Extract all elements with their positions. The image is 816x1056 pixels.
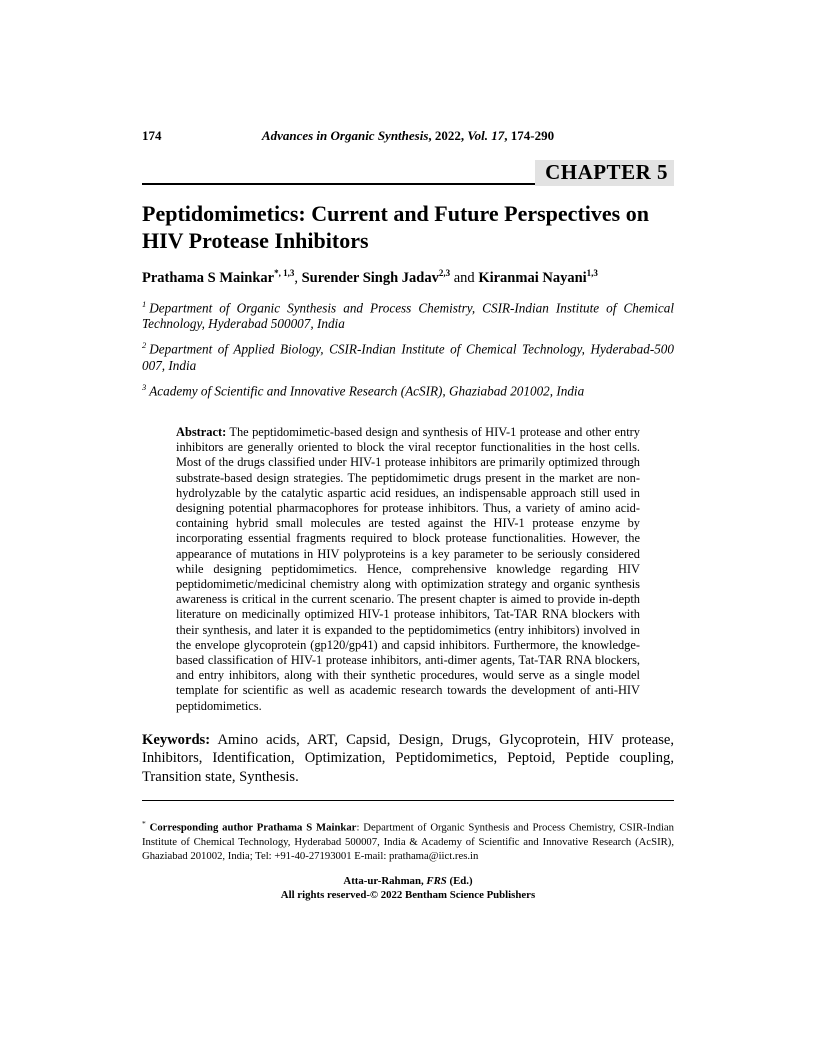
abstract	[176, 425, 640, 714]
affiliation-marker: 1	[142, 298, 147, 309]
affiliations	[142, 296, 674, 399]
abstract-label: Abstract:	[176, 425, 227, 439]
affiliation-text: Academy of Scientific and Innovative Research (AcSIR), Ghaziabad 201002, India	[149, 383, 585, 398]
keywords	[142, 731, 674, 786]
footnote-text: : Department of Organic Synthesis and Process Chemistry, CSIR-Indian Institute of Chemical Technology, Hyderabad 500007, India & Academy of Scientific and Innovative Research (AcSIR), Ghaziabad 201002, India; Tel: +91-40-27193001 E-mail: prathama@iict.res.in	[142, 821, 674, 862]
corresponding-author-footnote	[142, 817, 674, 863]
imprint	[142, 874, 674, 902]
affiliation-2	[142, 337, 674, 373]
page-number: 174	[142, 128, 162, 143]
editor-name: Atta-ur-Rahman,	[343, 874, 427, 887]
author-name: Prathama S Mainkar	[142, 269, 275, 286]
chapter-banner	[142, 157, 674, 185]
affiliation-1	[142, 296, 674, 332]
affiliation-marker: 3	[142, 381, 147, 392]
editor-frs: FRS	[426, 874, 447, 887]
footnote-marker: *	[142, 818, 146, 828]
chapter-label: CHAPTER 5	[535, 160, 674, 186]
footnote-divider	[142, 800, 674, 863]
editor-suffix: (Ed.)	[446, 874, 473, 887]
journal-year: , 2022,	[428, 128, 468, 143]
affiliation-marker: 2	[142, 340, 147, 351]
page-content	[142, 128, 674, 902]
author-affil-marker: *, 1,3	[274, 268, 295, 278]
author-separator: and	[450, 269, 479, 286]
footnote-bold: Corresponding author Prathama S Mainkar	[149, 821, 357, 834]
rights-line: All rights reserved-© 2022 Bentham Science Publishers	[280, 888, 536, 901]
running-head-title	[262, 128, 554, 143]
author-separator: ,	[294, 269, 302, 286]
keywords-text: Amino acids, ART, Capsid, Design, Drugs, Glycoprotein, HIV protease, Inhibitors, Identification, Optimization, Peptidomimetics, Peptoid, Peptide coupling, Transition state, Synthesis.	[142, 731, 675, 785]
authors-byline	[142, 264, 674, 287]
author-name: Surender Singh Jadav	[301, 269, 439, 286]
affiliation-text: Department of Applied Biology, CSIR-Indian Institute of Chemical Technology, Hyderabad-500 007, India	[142, 341, 674, 373]
affiliation-text: Department of Organic Synthesis and Process Chemistry, CSIR-Indian Institute of Chemical Technology, Hyderabad 500007, India	[142, 300, 674, 332]
journal-volume: Vol. 17	[467, 128, 505, 143]
keywords-label: Keywords:	[142, 731, 211, 748]
author-name: Kiranmai Nayani	[478, 269, 587, 286]
running-head	[142, 128, 674, 145]
affiliation-3	[142, 379, 674, 399]
abstract-text: The peptidomimetic-based design and synthesis of HIV-1 protease and other entry inhibitors are generally oriented to block the viral receptor functionalities in the host cells. Most of the drugs classified under HIV-1 protease inhibitors are primarily optimized through substrate-based design strategies. The peptidomimetic drugs present in the market are non-hydrolyzable by the catalytic aspartic acid residues, an indispensable approach still used in designing potential pharmacophores for protease inhibitors. Thus, a variety of amino acid-containing hybrid small molecules are tested against the HIV-1 protease enzyme by incorporating essential fragments required to block protease functionalities. However, the appearance of mutations in HIV polyproteins is a key parameter to be seriously considered while designing peptidomimetics. Hence, comprehensive knowledge regarding HIV peptidomimetic/medicinal chemistry along with optimization strategy and organic synthesis awareness is critical in the current scenario. The present chapter is aimed to provide in-depth literature on medicinally optimized HIV-1 protease inhibitors, Tat-TAR RNA blockers with their synthesis, and later it is expanded to the peptidomimetics (entry inhibitors) involved in the envelope glycoprotein (gp120/gp41) and capsid inhibitors. Furthermore, the knowledge-based classification of HIV-1 protease inhibitors, anti-dimer agents, Tat-TAR RNA blockers, and entry inhibitors, along with their synthetic procedures, would serve as a single model template for scientific as well as academic research towards the development of anti-HIV peptidomimetics.	[176, 425, 640, 713]
chapter-title: Peptidomimetics: Current and Future Perspectives on HIV Protease Inhibitors	[142, 201, 649, 253]
editor-line	[142, 874, 674, 888]
author-affil-marker: 1,3	[586, 268, 598, 278]
journal-pages: , 174-290	[504, 128, 555, 143]
journal-title: Advances in Organic Synthesis	[261, 128, 429, 143]
author-affil-marker: 2,3	[438, 268, 451, 278]
